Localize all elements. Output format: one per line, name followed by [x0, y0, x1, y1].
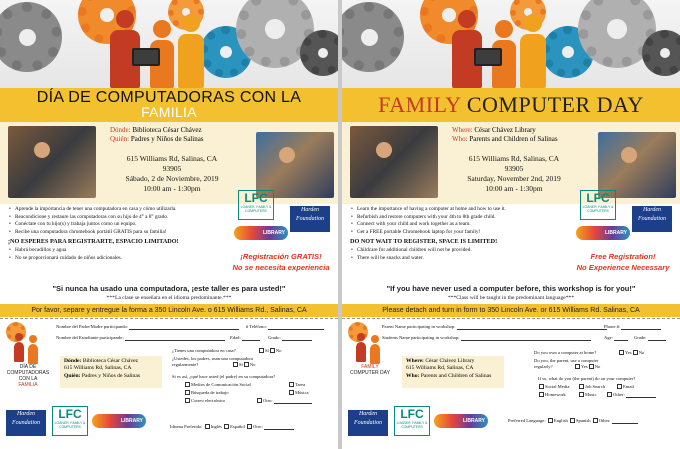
- checkbox[interactable]: [259, 348, 264, 353]
- form-logo: FAMILY COMPUTER DAY: [346, 322, 394, 394]
- address-line2: 93905: [504, 164, 524, 173]
- library-logo: LIBRARY: [92, 414, 146, 428]
- detach-instructions: Please detach and turn in form to 350 Lincoln Ave. or 615 Williams Rd. Salinas, CA: [342, 304, 680, 317]
- cut-line: [0, 318, 338, 319]
- list-item: • Refurbish and restore computers with your 4th to 8th grade child.: [350, 214, 572, 222]
- preferred-language-field[interactable]: Idioma Preferido: Inglés Español Otro:: [170, 424, 294, 430]
- gear-icon: [342, 2, 404, 72]
- student-name-field[interactable]: Students Name participating in workshop:: [382, 335, 591, 341]
- who-label: Who:: [452, 135, 468, 143]
- address-block: [454, 154, 574, 194]
- who-value: Parents and Children of Salinas: [469, 135, 558, 143]
- language-note: ***Class will be taught in the predominant language***: [447, 295, 575, 301]
- flyer-spanish: [0, 0, 338, 449]
- grade-field[interactable]: Grade:: [634, 335, 666, 341]
- registration-note: ¡Registración GRATIS! No se necesita experiencia: [232, 252, 330, 272]
- form-location-box: Where: César Chávez Library 615 Williams Rd, Salinas, CA Who: Parents and Children of Salinas: [402, 356, 504, 388]
- where-who: [452, 126, 582, 144]
- owns-computer-options[interactable]: Sí No: [258, 348, 281, 354]
- where-label: Dónde:: [110, 126, 131, 134]
- lfc-logo: LFC LOANER, FAMILY & COMPUTERS: [580, 190, 616, 220]
- warning-heading: ¡NO ESPERES PARA REGISTRARTE, ESPACIO LIMITADO!: [8, 238, 179, 246]
- phone-field[interactable]: Phone #:: [604, 324, 661, 330]
- option-other[interactable]: Otro:: [256, 398, 312, 404]
- sponsor-logos: [576, 190, 678, 248]
- parent-name-field[interactable]: Nombre del Padre/Madre participando:: [56, 324, 239, 330]
- owns-computer-question: Do you own a computer at home?: [534, 350, 597, 355]
- option-email[interactable]: Email: [616, 384, 634, 390]
- warning-heading: DO NOT WAIT TO REGISTER, SPACE IS LIMITED!: [350, 238, 498, 246]
- harden-foundation-logo: Harden Foundation: [290, 206, 330, 232]
- address-line2: 93905: [162, 164, 182, 173]
- list-item: • Recibe una computadora chromebook portátil GRATIS para su familia!: [8, 229, 230, 237]
- hero-illustration: [0, 0, 338, 88]
- family-figure-icon: [14, 342, 24, 362]
- option-job-search[interactable]: Job Search: [578, 384, 605, 390]
- option-other[interactable]: Other:: [606, 392, 656, 398]
- list-item: • Conéctate con tu hijo(s) y trabaja juntos como un equipo.: [8, 221, 230, 229]
- family-figure-icon: [28, 344, 38, 364]
- who-label: Quién:: [110, 135, 130, 143]
- harden-foundation-logo: Harden Foundation: [6, 410, 46, 436]
- flyer-english: [342, 0, 680, 449]
- language-note: ***La clase se enseñara en el idioma predominante.***: [106, 295, 232, 301]
- checkbox[interactable]: [270, 348, 275, 353]
- list-item: • Aprende la importancia de tener una computadora en casa y cómo utilizarla.: [8, 206, 230, 214]
- option-music[interactable]: Música: [288, 390, 309, 396]
- who-value: Padres y Niños de Salinas: [130, 135, 204, 143]
- where-value: César Chávez Library: [474, 126, 536, 134]
- laptop-icon: [132, 48, 160, 66]
- gear-icon: [300, 30, 338, 76]
- uses-computer-question: Do you, the parent, use a computer regularly?: [534, 358, 599, 369]
- computer-use-question: If so, what do you (the parent) do on your computer?: [538, 376, 636, 381]
- family-figure-icon: [520, 34, 546, 88]
- event-date: Saturday, November 2nd, 2019: [467, 174, 561, 183]
- page-title: [342, 88, 680, 122]
- quote: "Si nunca ha usado una computadora, ¡este taller es para usted!": [52, 284, 286, 293]
- library-logo: LIBRARY: [434, 414, 488, 428]
- title-family: FAMILY: [378, 92, 461, 117]
- option-email[interactable]: Correo electrónico: [184, 398, 225, 404]
- student-name-field[interactable]: Nombre del Estudiante participando:: [56, 335, 225, 341]
- list-item: • Habrá bocadillos y agua: [8, 247, 230, 255]
- lfc-logo: LFC LOANER, FAMILY & COMPUTERS: [238, 190, 274, 220]
- harden-foundation-logo: Harden Foundation: [348, 410, 388, 436]
- where-label: Where:: [452, 126, 473, 134]
- form-logo: DÍA DE COMPUTADORAS CON LA FAMILIA: [4, 322, 52, 394]
- option-social-media[interactable]: Medios de Comunicación Social: [184, 382, 251, 388]
- list-item: • Connect with your child and work together as a team.: [350, 221, 572, 229]
- laptop-icon: [474, 48, 502, 66]
- address-block: [112, 154, 232, 194]
- list-item: • Get a FREE portable Chromebook laptop for your family!: [350, 229, 572, 237]
- parent-name-field[interactable]: Parent Name participating in workshop:: [382, 324, 607, 330]
- details-list: [8, 206, 230, 262]
- preferred-language-field[interactable]: Preferred Language: English Spanish Other:: [508, 418, 638, 424]
- title-familia: FAMILIA: [141, 104, 197, 120]
- list-item: • No se proporcionará cuidado de niños adicionales.: [8, 255, 230, 263]
- registration-note: Free Registration! No Experience Necessary: [576, 252, 670, 272]
- where-who: [110, 126, 240, 144]
- address-line1: 615 Williams Rd, Salinas, CA: [468, 154, 560, 163]
- list-item: • There will be snacks and water.: [350, 255, 572, 263]
- where-value: Biblioteca César Chávez: [132, 126, 202, 134]
- event-photo: [8, 126, 96, 198]
- list-item: • Reacondicione y restaure las computadoras con su hijo de 4° a 8° grado.: [8, 214, 230, 222]
- title-main: DÍA DE COMPUTADORAS CON LA: [36, 89, 302, 106]
- computer-use-question: Si es así, ¿qué hace usted (el padre) en su computadora?: [172, 374, 276, 379]
- option-homework[interactable]: Tarea: [288, 382, 305, 388]
- age-field[interactable]: Edad:: [230, 335, 260, 341]
- event-time: 10:00 am - 1:30pm: [485, 184, 543, 193]
- event-time: 10:00 am - 1:30pm: [143, 184, 201, 193]
- option-social-media[interactable]: Social Media: [538, 384, 569, 390]
- option-job-search[interactable]: Búsqueda de trabajo: [184, 390, 229, 396]
- event-photo: [256, 132, 334, 198]
- owns-computer-options[interactable]: Yes No: [618, 350, 644, 356]
- details-list: [350, 206, 572, 262]
- title-computer-day: COMPUTER DAY: [466, 92, 644, 117]
- library-logo: LIBRARY: [234, 226, 288, 240]
- library-logo: LIBRARY: [576, 226, 630, 240]
- event-photo: [350, 126, 438, 198]
- gear-icon: [642, 30, 680, 76]
- age-field[interactable]: Age:: [604, 335, 628, 341]
- uses-computer-options[interactable]: Yes No: [574, 364, 600, 370]
- checkbox[interactable]: [233, 362, 238, 367]
- owns-computer-question: ¿Tienes una computadora en casa?: [172, 348, 236, 353]
- list-item: • Learn the importance of having a computer at home and how to use it.: [350, 206, 572, 214]
- family-figure-icon: [356, 342, 366, 362]
- address-line1: 615 Williams Rd, Salinas, CA: [126, 154, 218, 163]
- lfc-logo: LFC LOANER, FAMILY & COMPUTERS: [394, 406, 430, 436]
- option-music[interactable]: Music: [578, 392, 596, 398]
- checkbox[interactable]: [244, 362, 249, 367]
- family-figure-icon: [370, 344, 380, 364]
- grade-field[interactable]: Grado:: [268, 335, 312, 341]
- option-homework[interactable]: Homework: [538, 392, 566, 398]
- hero-illustration: [342, 0, 680, 88]
- phone-field[interactable]: # Teléfono:: [246, 324, 324, 330]
- uses-computer-options[interactable]: Sí No: [232, 362, 255, 368]
- sponsor-logos: [234, 190, 336, 248]
- detach-instructions: Por favor, separe y entregue la forma a 350 Lincoln Ave. o 615 Williams Rd., Salinas, CA: [0, 304, 338, 317]
- family-figure-icon: [178, 34, 204, 88]
- form-location-box: Dónde: Biblioteca César Chávez 615 Williams Rd, Salinas, CA Quién: Padres y Niños de Salinas: [60, 356, 162, 388]
- page-title: [0, 88, 338, 122]
- gear-icon: [0, 2, 62, 72]
- quote: "If you have never used a computer before, this workshop is for you!": [386, 284, 636, 293]
- harden-foundation-logo: Harden Foundation: [632, 206, 672, 232]
- list-item: • Childcare for additional children will not be provided.: [350, 247, 572, 255]
- cut-line: [342, 318, 680, 319]
- event-date: Sábado, 2 de Noviembre, 2019: [125, 174, 219, 183]
- event-photo: [598, 132, 676, 198]
- lfc-logo: LFC LOANER, FAMILY & COMPUTERS: [52, 406, 88, 436]
- uses-computer-question: ¿Ustedes, los padres, usan una computadora regularmente?: [172, 356, 254, 367]
